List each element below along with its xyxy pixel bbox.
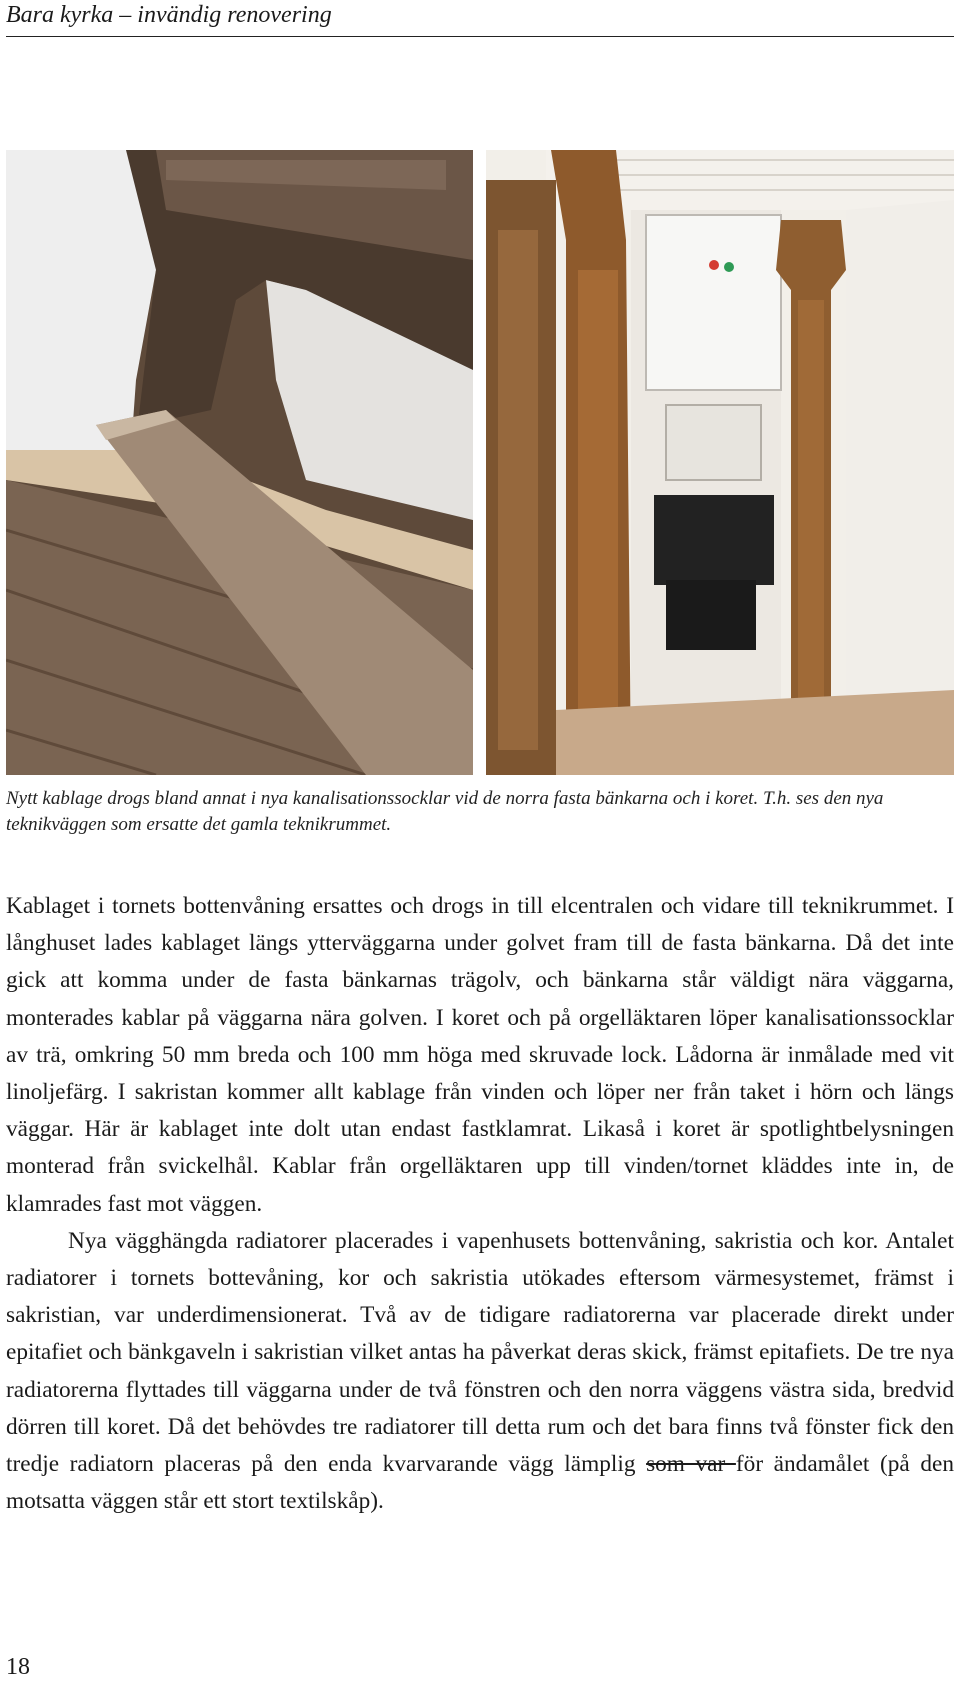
running-title: Bara kyrka – invändig renovering	[6, 2, 332, 28]
radiators-text-end: för ändamålet (på den motsatta väggen står ett stort textilskåp).	[6, 1451, 955, 1515]
paragraph-cabling: Kablaget i tornets bottenvåning ersattes och drogs in till elcentralen och vidare till teknikrummet. I långhuset lades kablaget längs ytterväggarna under golvet fram till de fasta bänkarna. Då det inte gick att komma under de fasta bänkarnas trägolv, och bänkarna står väldigt nära väggarna, monterades kablar på väggarna nära golven. I koret och på orgelläktaren löper kanalisationssocklar av trä, omkring 50 mm breda och 100 mm höga med skruvade lock. Lådorna är inmålade med vit linoljefärg. I sakristan kommer allt kablage från vinden och löper ner från taket i hörn och längs väggar. Här är kablaget inte dolt utan endast fastklamrat. Likaså i koret är spotlightbelysningen monterad från svickelhål. Kablar från orgelläktaren upp till vinden/tornet kläddes inte in, de klamrades fast mot väggen.	[6, 893, 954, 1217]
radiators-text-start: Nya vägghängda radiatorer placerades i vapenhusets bottenvåning, sakristia och kor. Antalet radiatorer i tornets bottevåning, kor och sakristia utökades eftersom värmesystemet, främst i sakristian, var underdimensionerat. Två av de tidigare radiatorerna var placerade direkt under epitafiet och bänkgaveln i sakristian vilket antas ha påverkat deras skick, främst epitafiets. De tre nya radiatorerna flyttades till väggarna under de två fönstren och den norra väggens västra sida, bredvid dörren till koret. Då det behövdes tre radiatorer till detta rum och det bara finns två fönster fick den tredje radiatorn placeras på den enda kvarvarande vägg lämplig	[6, 1227, 954, 1478]
photo-technical-wall	[486, 150, 954, 775]
page-number: 18	[6, 1654, 30, 1680]
body-text	[6, 888, 954, 1520]
figure-caption: Nytt kablage drogs bland annat i nya kanalisationssocklar vid de norra fasta bänkarna och i koret. T.h. ses den nya teknikväggen som ersatte det gamla teknikrummet.	[6, 788, 884, 835]
running-header	[6, 0, 954, 37]
photo-bench-cable-channel	[6, 150, 473, 775]
paragraph-radiators	[6, 1223, 954, 1521]
struck-text: som var	[646, 1451, 736, 1478]
